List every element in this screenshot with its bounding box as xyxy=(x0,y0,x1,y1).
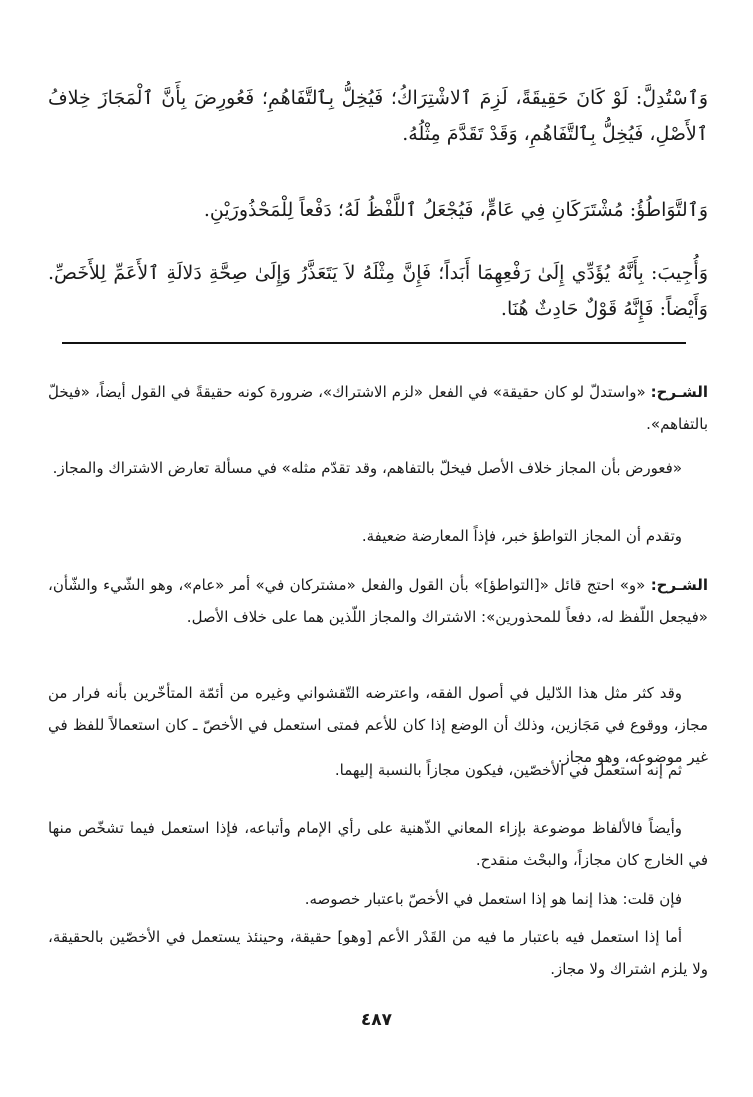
section-divider xyxy=(62,342,686,344)
matn-paragraph-2: وَٱلتَّوَاطُؤُ: مُشْتَرَكَانِ فِي عَامٍّ، فَيُجْعَلُ ٱللَّفْظُ لَهُ؛ دَفْعاً لِلْمَحْذُورَيْنِ. xyxy=(203,199,708,221)
sharh-paragraph-7: وأيضاً فالألفاظ موضوعة بإزاء المعاني الذّهنية على رأي الإمام وأتباعه، فإذا استعمل فيما تشخّص منها في الخارج كان مجازاً، والبحْث منقدح. xyxy=(48,819,708,869)
sharh-paragraph-5: وقد كثر مثل هذا الدّليل في أصول الفقه، واعترضه التّقشواني وغيره من أئمّة المتأخّرين بأنه فرار من مجاز، ووقوع في مَجَازين، وذلك أن الوضع إذا كان للأعم فمتى استعمل في الأخصّ ـ كان استعمالاً للفظ في غير موضوعه، وهو مجاز. xyxy=(48,684,708,766)
sharh-paragraph-8: فإن قلت: هذا إنما هو إذا استعمل في الأخصّ باعتبار خصوصه. xyxy=(304,890,682,908)
page-number: ٤٨٧ xyxy=(360,1010,393,1030)
sharh-paragraph-1 xyxy=(48,376,708,440)
sharh-paragraph-2: «فعورض بأن المجاز خلاف الأصل فيخلّ بالتفاهم، وقد تقدّم مثله» في مسألة تعارض الاشتراك والمجاز. xyxy=(52,459,682,477)
matn-paragraph-1: وَٱسْتُدِلَّ: لَوْ كَانَ حَقِيقَةً، لَزِمَ ٱلاشْتِرَاكُ؛ فَيُخِلُّ بِٱلتَّفَاهُمِ؛ فَعُورِضَ بِأَنَّ ٱلْمَجَازَ خِلافُ ٱلأَصْلِ، فَيُخِلُّ بِٱلتَّفَاهُمِ، وَقَدْ تَقَدَّمَ مِثْلُهُ. xyxy=(48,87,708,145)
sharh-paragraph-4-text: «و» احتج قائل «[التواطؤ]» بأن القول والفعل «مشتركان في» أمر «عام»، وهو الشّيء والشّأن، «فيجعل اللّفظ له، دفعاً للمحذورين»: الاشتراك والمجاز اللّذين هما على خلاف الأصل. xyxy=(48,576,708,626)
sharh-paragraph-9: أما إذا استعمل فيه باعتبار ما فيه من القَدْر الأعم [وهو] حقيقة، وحينئذ يستعمل في الأخصّين بالحقيقة، ولا يلزم اشتراك ولا مجاز. xyxy=(48,928,708,978)
sharh-paragraph-6: ثم إنه استعمل في الأخصّين، فيكون مجازاً بالنسبة إليهما. xyxy=(334,761,682,779)
sharh-paragraph-4 xyxy=(48,569,708,633)
sharh-paragraph-1-text: «واستدلّ لو كان حقيقة» في الفعل «لزم الاشتراك»، ضرورة كونه حقيقةً في القول أيضاً، «فيخلّ بالتفاهم». xyxy=(48,383,708,433)
sharh-label: الشـرح: xyxy=(650,576,708,594)
sharh-paragraph-3: وتقدم أن المجاز التواطؤ خبر، فإذاً المعارضة ضعيفة. xyxy=(361,527,682,545)
matn-paragraph-3: وَأُجِيبَ: بِأَنَّهُ يُؤَدِّي إِلَىٰ رَفْعِهِمَا أَبَداً؛ فَإِنَّ مِثْلَهُ لاَ يَتَعَذَّرُ وَإِلَىٰ صِحَّةِ دَلالَةِ ٱلأَعَمِّ لِلأَخَصِّ. وَأَيْضاً: فَإِنَّهُ قَوْلٌ حَادِثٌ هُنَا. xyxy=(48,262,708,320)
sharh-label: الشـرح: xyxy=(650,383,708,401)
